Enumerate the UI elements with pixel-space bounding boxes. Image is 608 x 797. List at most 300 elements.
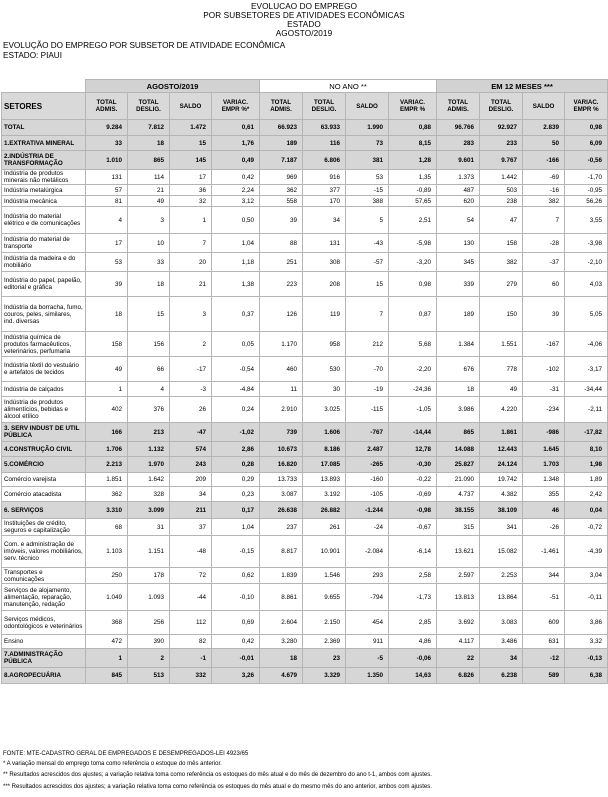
value-cell: 1,28 bbox=[389, 151, 437, 170]
value-cell: -24,36 bbox=[389, 382, 437, 397]
value-cell: -105 bbox=[346, 487, 389, 502]
value-cell: -31 bbox=[523, 382, 565, 397]
sector-label: Indústria do material de transporte bbox=[2, 234, 86, 253]
value-cell: 46 bbox=[523, 502, 565, 519]
value-cell: 4,86 bbox=[389, 635, 437, 649]
column-header: TOTAL ADMIS. bbox=[437, 93, 480, 120]
value-cell: 39 bbox=[523, 297, 565, 332]
value-cell: 82 bbox=[170, 635, 212, 649]
value-cell: 3.486 bbox=[480, 635, 523, 649]
value-cell: -102 bbox=[523, 357, 565, 382]
value-cell: 26.882 bbox=[303, 502, 346, 519]
value-cell: 50 bbox=[523, 136, 565, 151]
report-subtitle: EVOLUÇÃO DO EMPREGO POR SUBSETOR DE ATIVIDADE ECONÔMICA bbox=[3, 41, 286, 50]
column-header: SALDO bbox=[170, 93, 212, 120]
value-cell: 261 bbox=[303, 519, 346, 536]
value-cell: 0,04 bbox=[565, 502, 608, 519]
value-cell: 1.373 bbox=[437, 170, 480, 185]
value-cell: -3,20 bbox=[389, 253, 437, 272]
value-cell: 377 bbox=[303, 185, 346, 196]
value-cell: -1.244 bbox=[346, 502, 389, 519]
value-cell: 20 bbox=[170, 253, 212, 272]
value-cell: 211 bbox=[170, 502, 212, 519]
value-cell: 382 bbox=[480, 253, 523, 272]
value-cell: -14,44 bbox=[389, 423, 437, 442]
sector-label: 1.EXTRATIVA MINERAL bbox=[2, 136, 86, 151]
value-cell: 589 bbox=[523, 668, 565, 684]
value-cell: 1,38 bbox=[212, 272, 260, 297]
value-cell: 3 bbox=[170, 297, 212, 332]
value-cell: 57 bbox=[86, 185, 128, 196]
value-cell: 739 bbox=[260, 423, 303, 442]
value-cell: 3.087 bbox=[260, 487, 303, 502]
value-cell: -17,82 bbox=[565, 423, 608, 442]
value-cell: -0,30 bbox=[389, 457, 437, 473]
value-cell: 53 bbox=[86, 253, 128, 272]
value-cell: 3,12 bbox=[212, 196, 260, 207]
report-title-line4: AGOSTO/2019 bbox=[275, 29, 333, 38]
value-cell: 8.186 bbox=[303, 442, 346, 457]
value-cell: 68 bbox=[86, 519, 128, 536]
value-cell: 9.601 bbox=[437, 151, 480, 170]
table-row bbox=[2, 649, 608, 668]
value-cell: -115 bbox=[346, 397, 389, 423]
column-header-row bbox=[2, 93, 608, 120]
value-cell: 57,65 bbox=[389, 196, 437, 207]
value-cell: 0,28 bbox=[212, 457, 260, 473]
value-cell: 362 bbox=[260, 185, 303, 196]
table-row bbox=[2, 487, 608, 502]
value-cell: 8,15 bbox=[389, 136, 437, 151]
value-cell: 14.088 bbox=[437, 442, 480, 457]
value-cell: -5,98 bbox=[389, 234, 437, 253]
value-cell: 865 bbox=[437, 423, 480, 442]
value-cell: 12,78 bbox=[389, 442, 437, 457]
value-cell: 116 bbox=[303, 136, 346, 151]
value-cell: 845 bbox=[86, 668, 128, 684]
table-row bbox=[2, 272, 608, 297]
value-cell: 1.546 bbox=[303, 568, 346, 584]
value-cell: 0,17 bbox=[212, 502, 260, 519]
table-row bbox=[2, 170, 608, 185]
value-cell: 341 bbox=[480, 519, 523, 536]
table-row bbox=[2, 151, 608, 170]
value-cell: 18 bbox=[437, 382, 480, 397]
value-cell: 13.733 bbox=[260, 473, 303, 487]
value-cell: 233 bbox=[480, 136, 523, 151]
value-cell: 21 bbox=[128, 185, 170, 196]
value-cell: 13.813 bbox=[437, 584, 480, 611]
value-cell: 10.673 bbox=[260, 442, 303, 457]
value-cell: 3.025 bbox=[303, 397, 346, 423]
value-cell: 23 bbox=[303, 649, 346, 668]
footer-note-1: * A variação mensal do emprego toma como referência o estoque do mês anterior. bbox=[3, 761, 222, 767]
value-cell: -0,22 bbox=[389, 473, 437, 487]
value-cell: 6.238 bbox=[480, 668, 523, 684]
value-cell: 1.642 bbox=[128, 473, 170, 487]
value-cell: -2,11 bbox=[565, 397, 608, 423]
value-cell: 251 bbox=[260, 253, 303, 272]
table-row bbox=[2, 196, 608, 207]
column-header: VARIAC. EMPR % bbox=[565, 93, 608, 120]
value-cell: -3,98 bbox=[565, 234, 608, 253]
value-cell: -0,72 bbox=[565, 519, 608, 536]
value-cell: 487 bbox=[437, 185, 480, 196]
value-cell: 3.329 bbox=[303, 668, 346, 684]
sector-label: 2.INDÚSTRIA DE TRANSFORMAÇÃO bbox=[2, 151, 86, 170]
value-cell: 3.099 bbox=[128, 502, 170, 519]
value-cell: 18 bbox=[128, 272, 170, 297]
value-cell: 1.049 bbox=[86, 584, 128, 611]
table-body bbox=[2, 120, 608, 684]
value-cell: 2,24 bbox=[212, 185, 260, 196]
sector-label: Comércio varejista bbox=[2, 473, 86, 487]
value-cell: -0,56 bbox=[565, 151, 608, 170]
value-cell: 131 bbox=[303, 234, 346, 253]
value-cell: -1.461 bbox=[523, 536, 565, 568]
value-cell: 11 bbox=[260, 382, 303, 397]
value-cell: 12.443 bbox=[480, 442, 523, 457]
sector-label: Indústria de produtos minerais não metálicos bbox=[2, 170, 86, 185]
value-cell: -767 bbox=[346, 423, 389, 442]
sector-label: Ensino bbox=[2, 635, 86, 649]
value-cell: 3,26 bbox=[212, 668, 260, 684]
table-row bbox=[2, 253, 608, 272]
value-cell: 2.487 bbox=[346, 442, 389, 457]
value-cell: 10 bbox=[128, 234, 170, 253]
value-cell: -1,02 bbox=[212, 423, 260, 442]
value-cell: 178 bbox=[128, 568, 170, 584]
value-cell: 778 bbox=[480, 357, 523, 382]
value-cell: 7.187 bbox=[260, 151, 303, 170]
value-cell: 283 bbox=[437, 136, 480, 151]
footer-source: FONTE: MTE-CADASTRO GERAL DE EMPREGADOS E DESEMPREGADOS-LEI 4923/65 bbox=[3, 751, 249, 757]
sector-label: Com. e administração de imóveis, valores mobiliários, serv. técnico bbox=[2, 536, 86, 568]
value-cell: 4.737 bbox=[437, 487, 480, 502]
sector-label: TOTAL bbox=[2, 120, 86, 136]
value-cell: 911 bbox=[346, 635, 389, 649]
value-cell: 33 bbox=[128, 253, 170, 272]
value-cell: -70 bbox=[346, 357, 389, 382]
value-cell: 49 bbox=[86, 357, 128, 382]
value-cell: 72 bbox=[170, 568, 212, 584]
value-cell: 17.085 bbox=[303, 457, 346, 473]
value-cell: 1,76 bbox=[212, 136, 260, 151]
value-cell: 7 bbox=[346, 297, 389, 332]
value-cell: -17 bbox=[170, 357, 212, 382]
value-cell: 6.826 bbox=[437, 668, 480, 684]
value-cell: 916 bbox=[303, 170, 346, 185]
value-cell: 156 bbox=[128, 332, 170, 357]
value-cell: 34 bbox=[170, 487, 212, 502]
value-cell: 1,18 bbox=[212, 253, 260, 272]
value-cell: 362 bbox=[86, 487, 128, 502]
column-header: TOTAL DESLIG. bbox=[480, 93, 523, 120]
value-cell: 8.817 bbox=[260, 536, 303, 568]
value-cell: 7 bbox=[523, 207, 565, 234]
value-cell: 81 bbox=[86, 196, 128, 207]
value-cell: 2.910 bbox=[260, 397, 303, 423]
table-row bbox=[2, 635, 608, 649]
value-cell: 0,98 bbox=[389, 272, 437, 297]
sector-label: 4.CONSTRUÇÃO CIVIL bbox=[2, 442, 86, 457]
value-cell: -1,05 bbox=[389, 397, 437, 423]
value-cell: 17 bbox=[170, 170, 212, 185]
value-cell: 6,38 bbox=[565, 668, 608, 684]
value-cell: -2,20 bbox=[389, 357, 437, 382]
value-cell: 32 bbox=[170, 196, 212, 207]
sector-label: Indústria têxtil do vestuário e artefatos de tecidos bbox=[2, 357, 86, 382]
footer-note-2: ** Resultados acrescidos dos ajustes; a variação relativa toma como referência os estoques do mês atual e do mês de dezembro do ano t-1, ambos com ajustes. bbox=[3, 772, 432, 778]
value-cell: 1.551 bbox=[480, 332, 523, 357]
value-cell: 7.812 bbox=[128, 120, 170, 136]
value-cell: 4.679 bbox=[260, 668, 303, 684]
value-cell: 0,69 bbox=[212, 611, 260, 635]
value-cell: 158 bbox=[86, 332, 128, 357]
value-cell: -0,15 bbox=[212, 536, 260, 568]
value-cell: 1.606 bbox=[303, 423, 346, 442]
value-cell: -48 bbox=[170, 536, 212, 568]
value-cell: 126 bbox=[260, 297, 303, 332]
value-cell: -4,84 bbox=[212, 382, 260, 397]
value-cell: 1.472 bbox=[170, 120, 212, 136]
value-cell: -0,69 bbox=[389, 487, 437, 502]
value-cell: 3.280 bbox=[260, 635, 303, 649]
value-cell: 9.767 bbox=[480, 151, 523, 170]
sector-label: Serviços de alojamento, alimentação, reparação, manutenção, redação bbox=[2, 584, 86, 611]
value-cell: 503 bbox=[480, 185, 523, 196]
column-header: VARIAC. EMPR %* bbox=[212, 93, 260, 120]
value-cell: 4.220 bbox=[480, 397, 523, 423]
value-cell: 3 bbox=[128, 207, 170, 234]
value-cell: 13.864 bbox=[480, 584, 523, 611]
value-cell: 15 bbox=[128, 297, 170, 332]
value-cell: 4,03 bbox=[565, 272, 608, 297]
table-row bbox=[2, 584, 608, 611]
value-cell: 2.253 bbox=[480, 568, 523, 584]
value-cell: 1.839 bbox=[260, 568, 303, 584]
value-cell: -0,54 bbox=[212, 357, 260, 382]
value-cell: 130 bbox=[437, 234, 480, 253]
column-header: TOTAL ADMIS. bbox=[86, 93, 128, 120]
table-row bbox=[2, 382, 608, 397]
value-cell: 18 bbox=[86, 297, 128, 332]
sector-label: Indústria da madeira e do mobiliário bbox=[2, 253, 86, 272]
value-cell: -3 bbox=[170, 382, 212, 397]
table-row bbox=[2, 457, 608, 473]
value-cell: 2 bbox=[128, 649, 170, 668]
group-header-12-months: EM 12 MESES *** bbox=[437, 80, 608, 93]
value-cell: 54 bbox=[437, 207, 480, 234]
value-cell: 21 bbox=[170, 272, 212, 297]
value-cell: 13.893 bbox=[303, 473, 346, 487]
table-row bbox=[2, 207, 608, 234]
value-cell: 368 bbox=[86, 611, 128, 635]
value-cell: -15 bbox=[346, 185, 389, 196]
value-cell: 609 bbox=[523, 611, 565, 635]
employment-table bbox=[1, 79, 608, 684]
value-cell: -3,17 bbox=[565, 357, 608, 382]
value-cell: 402 bbox=[86, 397, 128, 423]
table-row bbox=[2, 519, 608, 536]
value-cell: 0,87 bbox=[389, 297, 437, 332]
table-row bbox=[2, 611, 608, 635]
value-cell: 0,62 bbox=[212, 568, 260, 584]
value-cell: 15 bbox=[170, 136, 212, 151]
value-cell: -19 bbox=[346, 382, 389, 397]
value-cell: 0,23 bbox=[212, 487, 260, 502]
value-cell: 676 bbox=[437, 357, 480, 382]
value-cell: 279 bbox=[480, 272, 523, 297]
group-header-row bbox=[2, 80, 608, 93]
value-cell: 1 bbox=[86, 382, 128, 397]
value-cell: 73 bbox=[346, 136, 389, 151]
report-title-line2: POR SUBSETORES DE ATIVIDADES ECONÔMICAS bbox=[203, 11, 405, 20]
footer-note-3: *** Resultados acrescidos dos ajustes; a variação relativa toma como referência os estoques do mês atual e do mesmo mês do ano anterior, ambos com ajustes. bbox=[3, 784, 432, 790]
value-cell: 344 bbox=[523, 568, 565, 584]
value-cell: 213 bbox=[128, 423, 170, 442]
report-title-line1: EVOLUCAO DO EMPREGO bbox=[250, 2, 358, 11]
sector-label: Indústria da borracha, fumo, couros, peles, similares, ind. diversas bbox=[2, 297, 86, 332]
value-cell: 308 bbox=[303, 253, 346, 272]
sector-label: 7.ADMINISTRAÇÃO PÚBLICA bbox=[2, 649, 86, 668]
value-cell: 513 bbox=[128, 668, 170, 684]
value-cell: 530 bbox=[303, 357, 346, 382]
value-cell: 390 bbox=[128, 635, 170, 649]
value-cell: -12 bbox=[523, 649, 565, 668]
value-cell: 19.742 bbox=[480, 473, 523, 487]
value-cell: 14,63 bbox=[389, 668, 437, 684]
value-cell: 2.213 bbox=[86, 457, 128, 473]
value-cell: 96.766 bbox=[437, 120, 480, 136]
value-cell: -28 bbox=[523, 234, 565, 253]
value-cell: -160 bbox=[346, 473, 389, 487]
value-cell: 558 bbox=[260, 196, 303, 207]
value-cell: -0,98 bbox=[389, 502, 437, 519]
value-cell: 3.083 bbox=[480, 611, 523, 635]
value-cell: 237 bbox=[260, 519, 303, 536]
value-cell: 332 bbox=[170, 668, 212, 684]
value-cell: -0,06 bbox=[389, 649, 437, 668]
value-cell: 1.103 bbox=[86, 536, 128, 568]
table-row bbox=[2, 120, 608, 136]
value-cell: 0,05 bbox=[212, 332, 260, 357]
value-cell: -0,11 bbox=[565, 584, 608, 611]
value-cell: 60 bbox=[523, 272, 565, 297]
value-cell: 15 bbox=[346, 272, 389, 297]
value-cell: -2.084 bbox=[346, 536, 389, 568]
value-cell: 16.820 bbox=[260, 457, 303, 473]
value-cell: 212 bbox=[346, 332, 389, 357]
value-cell: 4.117 bbox=[437, 635, 480, 649]
value-cell: -794 bbox=[346, 584, 389, 611]
value-cell: 256 bbox=[128, 611, 170, 635]
value-cell: -2,10 bbox=[565, 253, 608, 272]
value-cell: 209 bbox=[170, 473, 212, 487]
value-cell: -265 bbox=[346, 457, 389, 473]
value-cell: 0,37 bbox=[212, 297, 260, 332]
value-cell: 1 bbox=[86, 649, 128, 668]
value-cell: 189 bbox=[260, 136, 303, 151]
value-cell: 0,49 bbox=[212, 151, 260, 170]
value-cell: -57 bbox=[346, 253, 389, 272]
value-cell: 2.369 bbox=[303, 635, 346, 649]
table-row bbox=[2, 536, 608, 568]
value-cell: 1.010 bbox=[86, 151, 128, 170]
value-cell: 0,88 bbox=[389, 120, 437, 136]
column-header: TOTAL ADMIS. bbox=[260, 93, 303, 120]
table-row bbox=[2, 568, 608, 584]
value-cell: 22 bbox=[437, 649, 480, 668]
value-cell: 2,51 bbox=[389, 207, 437, 234]
value-cell: 9.655 bbox=[303, 584, 346, 611]
sector-label: 3. SERV INDUST DE UTIL PÚBLICA bbox=[2, 423, 86, 442]
value-cell: 1.170 bbox=[260, 332, 303, 357]
value-cell: 0,42 bbox=[212, 635, 260, 649]
value-cell: 1.384 bbox=[437, 332, 480, 357]
column-header: TOTAL DESLIG. bbox=[128, 93, 170, 120]
value-cell: 1.442 bbox=[480, 170, 523, 185]
sector-label: Transportes e comunicações bbox=[2, 568, 86, 584]
table-row bbox=[2, 297, 608, 332]
table-row bbox=[2, 357, 608, 382]
value-cell: 223 bbox=[260, 272, 303, 297]
value-cell: -167 bbox=[523, 332, 565, 357]
value-cell: 56,26 bbox=[565, 196, 608, 207]
value-cell: 170 bbox=[303, 196, 346, 207]
group-header-year: NO ANO ** bbox=[260, 80, 437, 93]
value-cell: 5 bbox=[346, 207, 389, 234]
value-cell: 66.923 bbox=[260, 120, 303, 136]
value-cell: 969 bbox=[260, 170, 303, 185]
value-cell: 2.597 bbox=[437, 568, 480, 584]
value-cell: 25.827 bbox=[437, 457, 480, 473]
value-cell: 382 bbox=[523, 196, 565, 207]
value-cell: 2,42 bbox=[565, 487, 608, 502]
value-cell: 3,04 bbox=[565, 568, 608, 584]
value-cell: 131 bbox=[86, 170, 128, 185]
value-cell: -47 bbox=[170, 423, 212, 442]
value-cell: 1,04 bbox=[212, 234, 260, 253]
value-cell: 958 bbox=[303, 332, 346, 357]
value-cell: 2.839 bbox=[523, 120, 565, 136]
value-cell: 158 bbox=[480, 234, 523, 253]
value-cell: 1.851 bbox=[86, 473, 128, 487]
value-cell: 1,04 bbox=[212, 519, 260, 536]
value-cell: 1.645 bbox=[523, 442, 565, 457]
value-cell: -0,67 bbox=[389, 519, 437, 536]
value-cell: -1,70 bbox=[565, 170, 608, 185]
value-cell: 0,61 bbox=[212, 120, 260, 136]
report-state: ESTADO: PIAUI bbox=[3, 51, 62, 60]
value-cell: 13.621 bbox=[437, 536, 480, 568]
value-cell: 8,10 bbox=[565, 442, 608, 457]
value-cell: 0,98 bbox=[565, 120, 608, 136]
value-cell: 66 bbox=[128, 357, 170, 382]
value-cell: 3.310 bbox=[86, 502, 128, 519]
value-cell: -166 bbox=[523, 151, 565, 170]
value-cell: 2 bbox=[170, 332, 212, 357]
value-cell: 0,24 bbox=[212, 397, 260, 423]
value-cell: 119 bbox=[303, 297, 346, 332]
value-cell: 1.350 bbox=[346, 668, 389, 684]
value-cell: -24 bbox=[346, 519, 389, 536]
value-cell: 34 bbox=[303, 207, 346, 234]
value-cell: 345 bbox=[437, 253, 480, 272]
value-cell: 3,86 bbox=[565, 611, 608, 635]
value-cell: 24.124 bbox=[480, 457, 523, 473]
value-cell: 1.703 bbox=[523, 457, 565, 473]
